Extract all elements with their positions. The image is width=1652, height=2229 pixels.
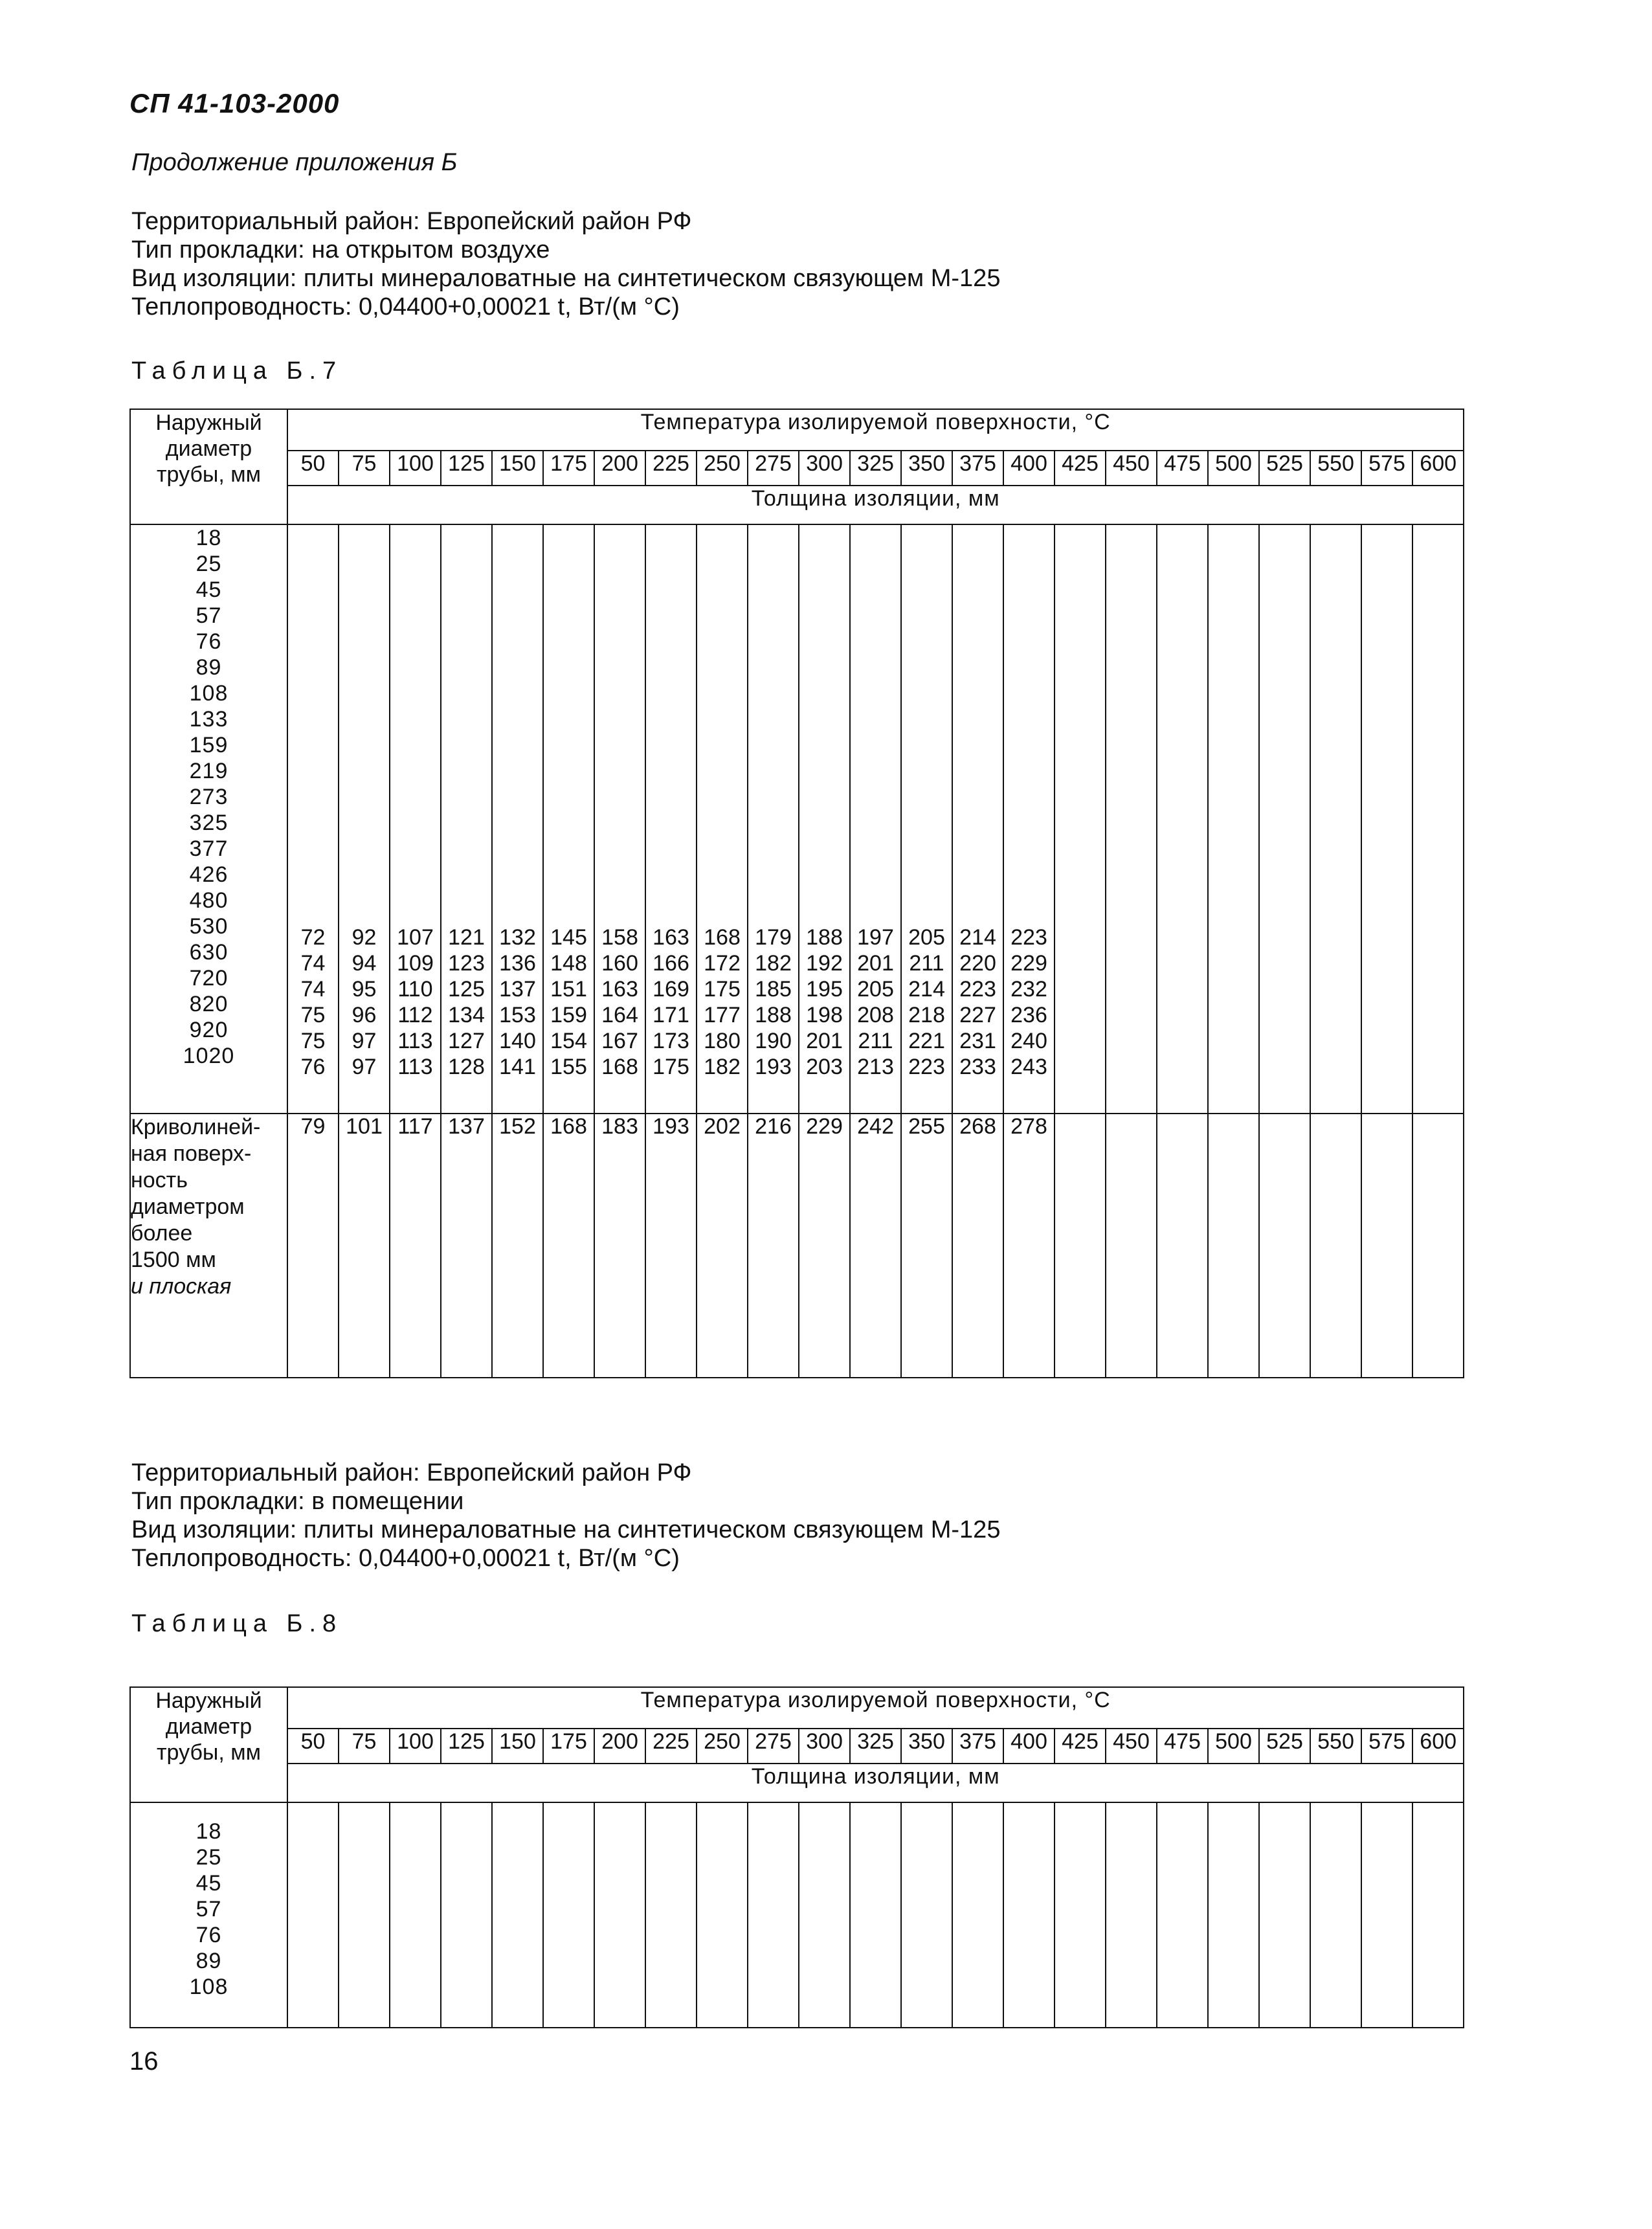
thickness-column xyxy=(594,1802,645,2028)
curved-thickness-value: 183 xyxy=(594,1114,645,1378)
thickness-value: 141 xyxy=(499,1055,536,1079)
diameter-value: 57 xyxy=(195,603,222,628)
temp-col-header: 375 xyxy=(952,1729,1003,1764)
temp-col-header: 175 xyxy=(543,1729,594,1764)
thickness-value: 163 xyxy=(653,925,689,950)
thickness-value: 192 xyxy=(806,951,843,976)
temp-col-header: 475 xyxy=(1157,1729,1208,1764)
param-conductivity: Теплопроводность: 0,04400+0,00021 t, Вт/(м °С) xyxy=(131,1545,680,1572)
diameter-value: 530 xyxy=(189,914,229,939)
thickness-column xyxy=(287,524,339,1114)
curved-label-line: более xyxy=(131,1221,193,1246)
thickness-column xyxy=(543,1802,594,2028)
thickness-value: 107 xyxy=(397,925,434,950)
thickness-value: 160 xyxy=(601,951,638,976)
temp-col-header: 600 xyxy=(1412,1729,1464,1764)
temp-col-header: 300 xyxy=(799,451,850,486)
thickness-value: 195 xyxy=(806,977,843,1002)
temp-col-header: 525 xyxy=(1259,451,1310,486)
thickness-value: 188 xyxy=(806,925,843,950)
thickness-column xyxy=(441,1802,492,2028)
thickness-value: 223 xyxy=(908,1055,945,1079)
temp-col-header: 450 xyxy=(1106,451,1157,486)
temp-col-header: 225 xyxy=(645,451,697,486)
thickness-value: 179 xyxy=(755,925,792,950)
diameter-value: 18 xyxy=(195,526,222,550)
temperature-header: Температура изолируемой поверхности, °С xyxy=(287,1687,1464,1729)
thickness-column xyxy=(799,1802,850,2028)
thickness-value: 171 xyxy=(653,1003,689,1027)
diameter-value: 57 xyxy=(195,1897,222,1921)
diameter-value: 76 xyxy=(195,629,222,654)
thickness-value: 158 xyxy=(601,925,638,950)
diameter-value: 108 xyxy=(189,1975,229,1999)
thickness-value: 205 xyxy=(908,925,945,950)
diameter-list xyxy=(130,524,287,1114)
temp-col-header: 250 xyxy=(697,451,748,486)
diameter-value: 720 xyxy=(189,966,229,991)
temp-col-header: 275 xyxy=(748,1729,799,1764)
curved-thickness-value: 255 xyxy=(901,1114,952,1378)
diameter-value: 133 xyxy=(189,707,229,732)
thickness-column xyxy=(1003,1802,1055,2028)
thickness-column xyxy=(901,524,952,1114)
thickness-value: 75 xyxy=(300,1029,326,1053)
thickness-value: 134 xyxy=(448,1003,485,1027)
curved-thickness-value: 229 xyxy=(799,1114,850,1378)
thickness-column xyxy=(1157,524,1208,1114)
thickness-value: 94 xyxy=(352,951,377,976)
thickness-value: 96 xyxy=(352,1003,377,1027)
thickness-value: 231 xyxy=(959,1029,996,1053)
thickness-value: 211 xyxy=(858,1029,893,1053)
curved-thickness-value: 101 xyxy=(339,1114,390,1378)
thickness-column xyxy=(1208,1802,1259,2028)
temp-col-header: 150 xyxy=(492,451,543,486)
thickness-value: 201 xyxy=(806,1029,843,1053)
thickness-value: 140 xyxy=(499,1029,536,1053)
thickness-value: 203 xyxy=(806,1055,843,1079)
thickness-column xyxy=(543,524,594,1114)
curved-thickness-value xyxy=(1106,1114,1157,1378)
thickness-value: 201 xyxy=(857,951,894,976)
thickness-value: 193 xyxy=(755,1055,792,1079)
thickness-column xyxy=(748,1802,799,2028)
thickness-column xyxy=(901,1802,952,2028)
diameter-value: 219 xyxy=(189,759,229,783)
temp-col-header: 425 xyxy=(1055,1729,1106,1764)
temp-col-header: 275 xyxy=(748,451,799,486)
param-laying: Тип прокладки: на открытом воздухе xyxy=(131,236,550,263)
diameter-value: 820 xyxy=(189,992,229,1016)
thickness-column xyxy=(1003,524,1055,1114)
thickness-value: 208 xyxy=(857,1003,894,1027)
thickness-column xyxy=(492,1802,543,2028)
temperature-header: Температура изолируемой поверхности, °С xyxy=(287,409,1464,451)
curved-label-line: диаметром xyxy=(131,1194,245,1219)
thickness-value: 220 xyxy=(959,951,996,976)
thickness-column xyxy=(1310,524,1361,1114)
thickness-value: 127 xyxy=(448,1029,485,1053)
thickness-value: 128 xyxy=(448,1055,485,1079)
thickness-column xyxy=(390,1802,441,2028)
curved-thickness-value: 152 xyxy=(492,1114,543,1378)
thickness-value: 214 xyxy=(959,925,996,950)
temp-col-header: 325 xyxy=(850,451,901,486)
thickness-column xyxy=(1361,1802,1412,2028)
thickness-value: 221 xyxy=(908,1029,945,1053)
thickness-value: 240 xyxy=(1010,1029,1047,1053)
thickness-value: 172 xyxy=(704,951,741,976)
param-laying: Тип прокладки: в помещении xyxy=(131,1488,464,1515)
temp-col-header: 125 xyxy=(441,451,492,486)
thickness-value: 233 xyxy=(959,1055,996,1079)
thickness-value: 97 xyxy=(352,1055,377,1079)
thickness-value: 173 xyxy=(653,1029,689,1053)
thickness-value: 72 xyxy=(300,925,326,950)
curved-label-line: Криволиней- xyxy=(131,1115,261,1139)
diameter-value: 1020 xyxy=(183,1044,235,1068)
temp-col-header: 150 xyxy=(492,1729,543,1764)
thickness-value: 227 xyxy=(959,1003,996,1027)
thickness-column xyxy=(1361,524,1412,1114)
temp-col-header: 350 xyxy=(901,451,952,486)
thickness-column xyxy=(390,524,441,1114)
curved-thickness-value: 202 xyxy=(697,1114,748,1378)
thickness-value: 177 xyxy=(704,1003,741,1027)
curved-thickness-value xyxy=(1310,1114,1361,1378)
curved-thickness-value xyxy=(1055,1114,1106,1378)
temp-col-header: 125 xyxy=(441,1729,492,1764)
page-number: 16 xyxy=(129,2047,159,2076)
thickness-column xyxy=(1208,524,1259,1114)
thickness-value: 137 xyxy=(499,977,536,1002)
temp-col-header: 400 xyxy=(1003,451,1055,486)
thickness-value: 145 xyxy=(550,925,587,950)
section2-params xyxy=(131,1459,1000,1573)
thickness-value: 155 xyxy=(550,1055,587,1079)
curved-thickness-value: 117 xyxy=(390,1114,441,1378)
temp-col-header: 175 xyxy=(543,451,594,486)
thickness-column xyxy=(1259,524,1310,1114)
curved-thickness-value: 168 xyxy=(543,1114,594,1378)
curved-thickness-value xyxy=(1259,1114,1310,1378)
diameter-value: 108 xyxy=(189,681,229,706)
thickness-column xyxy=(1055,1802,1106,2028)
temp-col-header: 200 xyxy=(594,451,645,486)
thickness-value: 109 xyxy=(397,951,434,976)
thickness-value: 188 xyxy=(755,1003,792,1027)
temp-col-header: 50 xyxy=(287,451,339,486)
thickness-value: 214 xyxy=(908,977,945,1002)
thickness-header: Толщина изоляции, мм xyxy=(287,1764,1464,1802)
temp-col-header: 450 xyxy=(1106,1729,1157,1764)
thickness-column xyxy=(850,1802,901,2028)
diameter-value: 76 xyxy=(195,1923,222,1947)
curved-label-line: ная поверх- xyxy=(131,1141,252,1166)
curved-thickness-value xyxy=(1361,1114,1412,1378)
thickness-value: 223 xyxy=(1010,925,1047,950)
temp-col-header: 75 xyxy=(339,451,390,486)
thickness-column xyxy=(748,524,799,1114)
thickness-value: 159 xyxy=(550,1003,587,1027)
thickness-value: 136 xyxy=(499,951,536,976)
temp-col-header: 225 xyxy=(645,1729,697,1764)
temp-col-header: 600 xyxy=(1412,451,1464,486)
thickness-column xyxy=(339,1802,390,2028)
thickness-value: 175 xyxy=(704,977,741,1002)
thickness-value: 213 xyxy=(857,1055,894,1079)
thickness-value: 166 xyxy=(653,951,689,976)
temp-col-header: 575 xyxy=(1361,1729,1412,1764)
thickness-value: 232 xyxy=(1010,977,1047,1002)
thickness-value: 164 xyxy=(601,1003,638,1027)
thickness-value: 113 xyxy=(397,1055,433,1079)
thickness-column xyxy=(1310,1802,1361,2028)
thickness-value: 236 xyxy=(1010,1003,1047,1027)
thickness-value: 74 xyxy=(300,951,326,976)
thickness-column xyxy=(1106,524,1157,1114)
temp-col-header: 475 xyxy=(1157,451,1208,486)
diameter-header: Наружный диаметр трубы, мм xyxy=(130,409,287,524)
thickness-value: 169 xyxy=(653,977,689,1002)
curved-surface-label xyxy=(130,1114,287,1378)
thickness-value: 154 xyxy=(550,1029,587,1053)
thickness-column xyxy=(645,524,697,1114)
diameter-value: 45 xyxy=(195,1871,222,1896)
diameter-value: 18 xyxy=(195,1819,222,1844)
curved-thickness-value xyxy=(1208,1114,1259,1378)
thickness-value: 205 xyxy=(857,977,894,1002)
diameter-value: 273 xyxy=(189,785,229,809)
thickness-value: 163 xyxy=(601,977,638,1002)
thickness-value: 113 xyxy=(397,1029,433,1053)
temp-col-header: 525 xyxy=(1259,1729,1310,1764)
diameter-value: 159 xyxy=(189,733,229,757)
curved-thickness-value: 79 xyxy=(287,1114,339,1378)
thickness-column xyxy=(339,524,390,1114)
thickness-value: 148 xyxy=(550,951,587,976)
curved-label-line: ность xyxy=(131,1168,188,1193)
temp-col-header: 575 xyxy=(1361,451,1412,486)
diameter-value: 920 xyxy=(189,1018,229,1042)
thickness-value: 185 xyxy=(755,977,792,1002)
curved-thickness-value: 268 xyxy=(952,1114,1003,1378)
temp-col-header: 550 xyxy=(1310,451,1361,486)
thickness-value: 211 xyxy=(909,951,944,976)
thickness-column xyxy=(850,524,901,1114)
thickness-column xyxy=(697,1802,748,2028)
temp-col-header: 50 xyxy=(287,1729,339,1764)
table-b8-label: Таблица Б.8 xyxy=(131,1610,343,1637)
curved-thickness-value: 278 xyxy=(1003,1114,1055,1378)
temp-col-header: 375 xyxy=(952,451,1003,486)
temp-col-header: 300 xyxy=(799,1729,850,1764)
curved-thickness-value xyxy=(1157,1114,1208,1378)
thickness-value: 175 xyxy=(653,1055,689,1079)
temp-col-header: 550 xyxy=(1310,1729,1361,1764)
thickness-column xyxy=(1259,1802,1310,2028)
thickness-value: 95 xyxy=(352,977,377,1002)
thickness-value: 243 xyxy=(1010,1055,1047,1079)
thickness-column xyxy=(1106,1802,1157,2028)
thickness-value: 180 xyxy=(704,1029,741,1053)
thickness-column xyxy=(441,524,492,1114)
thickness-value: 112 xyxy=(397,1003,433,1027)
thickness-value: 190 xyxy=(755,1029,792,1053)
thickness-value: 223 xyxy=(959,977,996,1002)
curved-label-line: 1500 мм xyxy=(131,1248,216,1272)
thickness-value: 168 xyxy=(601,1055,638,1079)
thickness-value: 182 xyxy=(704,1055,741,1079)
thickness-column xyxy=(645,1802,697,2028)
thickness-value: 125 xyxy=(448,977,485,1002)
table-b7-label: Таблица Б.7 xyxy=(131,357,343,385)
thickness-column xyxy=(1412,524,1464,1114)
section1-params xyxy=(131,207,1000,321)
curved-thickness-value: 216 xyxy=(748,1114,799,1378)
thickness-column xyxy=(1055,524,1106,1114)
curved-thickness-value xyxy=(1412,1114,1464,1378)
thickness-value: 197 xyxy=(857,925,894,950)
temp-col-header: 100 xyxy=(390,1729,441,1764)
param-region: Территориальный район: Европейский район РФ xyxy=(131,1459,692,1486)
curved-thickness-value: 242 xyxy=(850,1114,901,1378)
param-conductivity: Теплопроводность: 0,04400+0,00021 t, Вт/(м °С) xyxy=(131,293,680,320)
thickness-value: 218 xyxy=(908,1003,945,1027)
thickness-value: 121 xyxy=(448,925,485,950)
thickness-value: 182 xyxy=(755,951,792,976)
document-code: СП 41-103-2000 xyxy=(129,88,340,118)
param-region: Территориальный район: Европейский район РФ xyxy=(131,208,692,235)
temp-col-header: 500 xyxy=(1208,1729,1259,1764)
thickness-column xyxy=(952,524,1003,1114)
thickness-column xyxy=(952,1802,1003,2028)
thickness-value: 151 xyxy=(550,977,587,1002)
thickness-column xyxy=(799,524,850,1114)
thickness-column xyxy=(697,524,748,1114)
thickness-header: Толщина изоляции, мм xyxy=(287,486,1464,524)
thickness-value: 153 xyxy=(499,1003,536,1027)
thickness-value: 110 xyxy=(397,977,433,1002)
table-b7 xyxy=(129,409,1464,1378)
thickness-column xyxy=(594,524,645,1114)
diameter-header: Наружный диаметр трубы, мм xyxy=(130,1687,287,1802)
thickness-value: 92 xyxy=(352,925,377,950)
table-b8 xyxy=(129,1686,1464,2028)
thickness-value: 74 xyxy=(300,977,326,1002)
temp-col-header: 500 xyxy=(1208,451,1259,486)
appendix-continuation: Продолжение приложения Б xyxy=(131,149,458,176)
thickness-value: 198 xyxy=(806,1003,843,1027)
diameter-list xyxy=(130,1802,287,2028)
diameter-value: 89 xyxy=(195,1949,222,1973)
temp-col-header: 425 xyxy=(1055,451,1106,486)
thickness-value: 76 xyxy=(300,1055,326,1079)
thickness-column xyxy=(287,1802,339,2028)
thickness-column xyxy=(492,524,543,1114)
diameter-value: 377 xyxy=(189,836,229,861)
curved-thickness-value: 137 xyxy=(441,1114,492,1378)
diameter-value: 25 xyxy=(195,1845,222,1870)
temp-col-header: 75 xyxy=(339,1729,390,1764)
param-insulation: Вид изоляции: плиты минераловатные на синтетическом связующем М-125 xyxy=(131,265,1001,292)
thickness-value: 123 xyxy=(448,951,485,976)
thickness-value: 97 xyxy=(352,1029,377,1053)
thickness-value: 75 xyxy=(300,1003,326,1027)
diameter-value: 480 xyxy=(189,888,229,913)
diameter-value: 426 xyxy=(189,862,229,887)
thickness-column xyxy=(1157,1802,1208,2028)
temp-col-header: 325 xyxy=(850,1729,901,1764)
temp-col-header: 400 xyxy=(1003,1729,1055,1764)
temp-col-header: 350 xyxy=(901,1729,952,1764)
thickness-value: 132 xyxy=(499,925,536,950)
temp-col-header: 100 xyxy=(390,451,441,486)
diameter-value: 45 xyxy=(195,577,222,602)
diameter-value: 325 xyxy=(189,811,229,835)
diameter-value: 89 xyxy=(195,655,222,680)
curved-label-line: и плоская xyxy=(131,1274,232,1299)
temp-col-header: 200 xyxy=(594,1729,645,1764)
temp-col-header: 250 xyxy=(697,1729,748,1764)
param-insulation: Вид изоляции: плиты минераловатные на синтетическом связующем М-125 xyxy=(131,1516,1001,1543)
curved-thickness-value: 193 xyxy=(645,1114,697,1378)
diameter-value: 25 xyxy=(195,552,222,576)
diameter-value: 630 xyxy=(189,940,229,965)
thickness-value: 167 xyxy=(601,1029,638,1053)
thickness-column xyxy=(1412,1802,1464,2028)
thickness-value: 168 xyxy=(704,925,741,950)
thickness-value: 229 xyxy=(1010,951,1047,976)
